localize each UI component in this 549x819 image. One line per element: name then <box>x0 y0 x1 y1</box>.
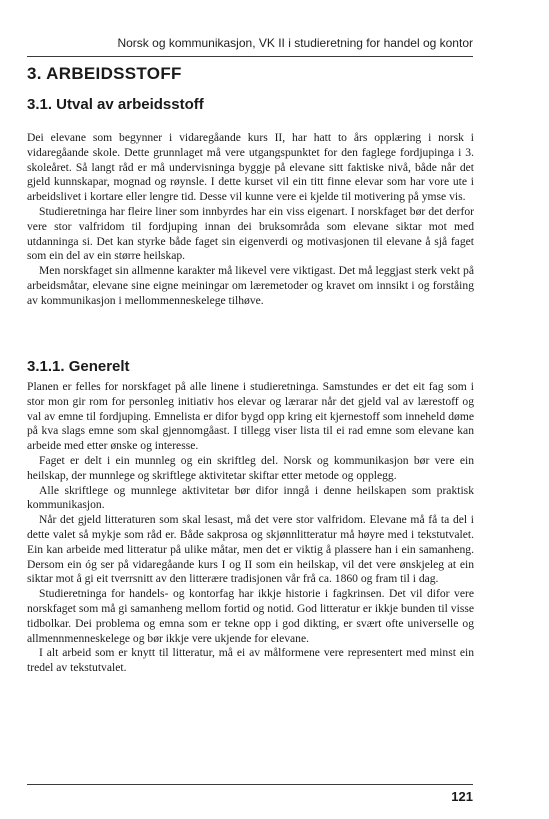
section-body <box>27 131 474 309</box>
paragraph: Planen er felles for norskfaget på alle linene i studieretninga. Samstundes er det eit fag som i stor mon gir rom for personleg initiativ hos elevar og lærarar når det gjeld val av lærestoff og val av emne til fordjuping. Emnelista er difor bygd opp kring eit kjernestoff som inneheld døme på kva slags emne som skal gjennomgåast. I tillegg viser lista til ei rad emne som elevane kan arbeide med etter ønske og interesse. <box>27 380 474 453</box>
paragraph: Når det gjeld litteraturen som skal lesast, må det vere stor valfridom. Elevane må få ta del i dette valet så mykje som råd er. Både sakprosa og skjønnlitteratur må høyre med i tekstutvalet. Ein kan arbeide med litteratur på ulike måtar, men det er viktig å plassere han i ein samanheng. Dersom ein óg ser på vidaregåande kurs I og II som ein heilskap, vil det vere ønskjeleg at ein siktar mot å gi eit tverrsnitt av den litterære tradisjonen vår frå ca. 1860 og fram til i dag. <box>27 513 474 586</box>
footer-rule <box>27 784 473 785</box>
paragraph: Studieretninga har fleire liner som innbyrdes har ein viss eigenart. I norskfaget bør det derfor vere stor valfridom til fordjuping innan dei bruksområda som elevane siktar mot med utdanninga si. Det kan styrke både faget sin eigenverdi og motivasjonen til elevane å sjå faget som ein del av ein større heilskap. <box>27 204 474 263</box>
subsubsection-heading: 3.1.1. Generelt <box>27 358 130 375</box>
subsection-heading: 3.1. Utval av arbeidsstoff <box>27 96 204 113</box>
paragraph: Alle skriftlege og munnlege aktivitetar bør difor inngå i denne heilskapen som praktisk kommunikasjon. <box>27 483 474 512</box>
paragraph: Men norskfaget sin allmenne karakter må likevel vere viktigast. Det må leggjast sterk vekt på arbeidsmåtar, elevane sine eigne meiningar om læremetoder og kravet om innsikt i og forståing av kommunikasjon i mellommenneskelege tilhøve. <box>27 264 474 307</box>
subsection-body <box>27 380 474 676</box>
running-head: Norsk og kommunikasjon, VK II i studieretning for handel og kontor <box>117 36 473 50</box>
paragraph: Dei elevane som begynner i vidaregåande kurs II, har hatt to års opplæring i norsk i vidaregåande skole. Dette grunnlaget må vere utgangspunktet for den faglege fordjupinga i 3. skoleåret. Så langt råd er må undervisninga byggje på elevane sitt faktiske nivå, både når det gjeld kunnskapar, mognad og røynsle. I dette kurset vil ein titt finne elevar som har vore ute i arbeidslivet i kortare eller lengre tid. Desse vil kunne vere ei kjelde til motivering på ymse vis. <box>27 131 474 204</box>
page-number: 121 <box>451 789 473 804</box>
paragraph: Faget er delt i ein munnleg og ein skriftleg del. Norsk og kommunikasjon bør vere ein heilskap, der munnlege og skriftlege aktivitetar skiftar etter metode og opplegg. <box>27 453 474 482</box>
paragraph: I alt arbeid som er knytt til litteratur, må ei av målformene vere representert med minst ein tredel av tekstutvalet. <box>27 646 474 675</box>
section-heading: 3. ARBEIDSSTOFF <box>27 64 182 83</box>
header-rule <box>27 56 473 57</box>
paragraph: Studieretninga for handels- og kontorfag har ikkje historie i fagkrinsen. Det vil difor vere norskfaget som må gi samanheng mellom fortid og notid. God litteratur er ikkje bunden til visse tidbolkar. Dei problema og emna som er tekne opp i god dikting, er svært ofte universelle og allmennmenneskelege og bør ikkje vere ukjende for elevane. <box>27 587 474 645</box>
